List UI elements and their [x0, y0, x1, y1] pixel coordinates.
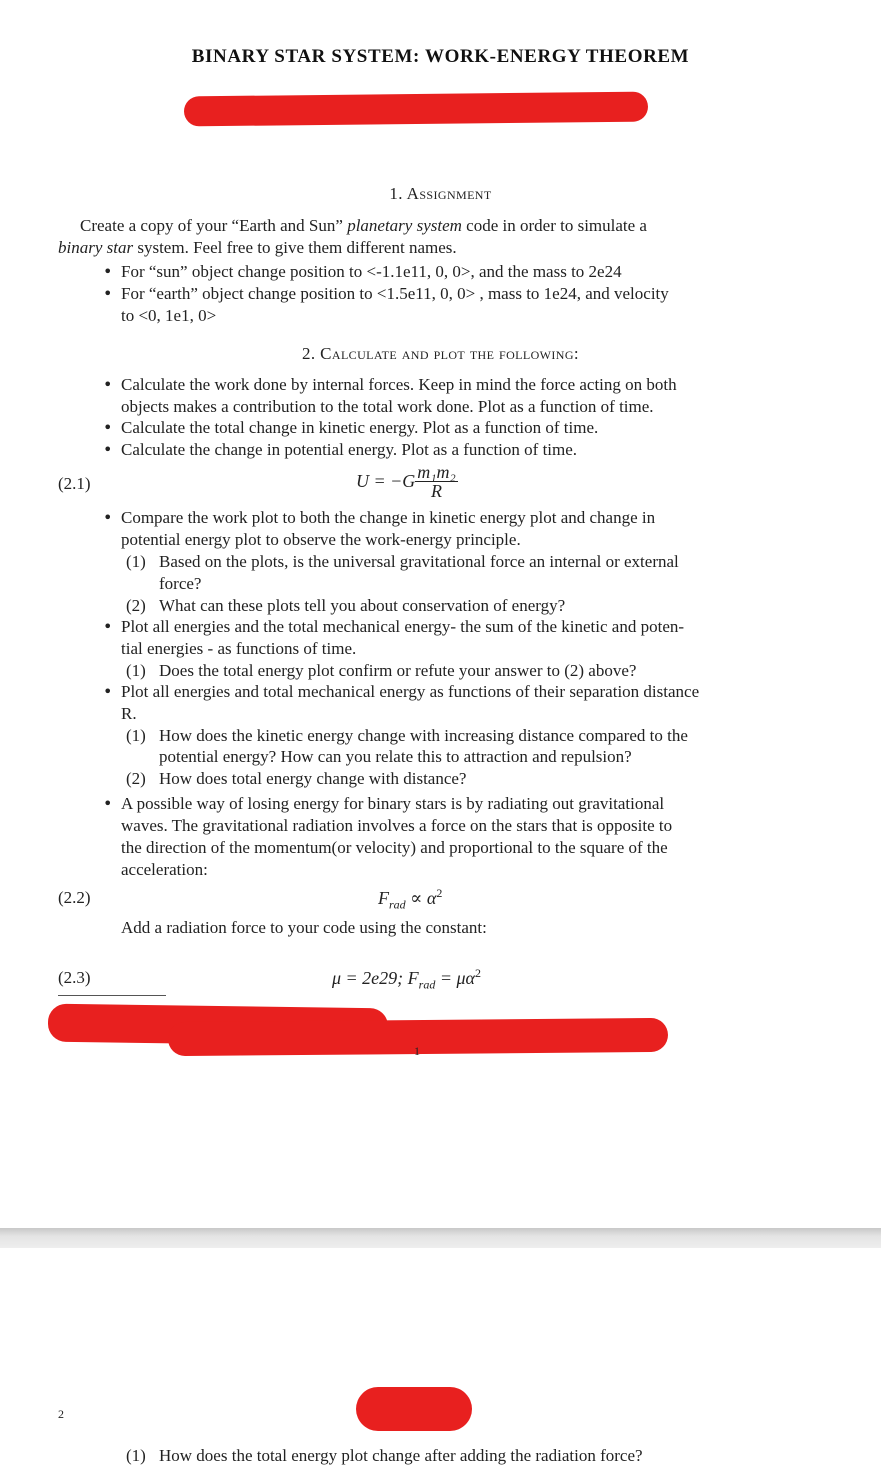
- calc-item: Calculate the total change in kinetic energy. Plot as a function of time.: [121, 418, 599, 437]
- section-heading-calculate: 2. Calculate and plot the following:: [301, 344, 580, 363]
- sub-question-number: (1): [126, 661, 146, 680]
- sub-question-number: (2): [126, 769, 146, 788]
- page-break: [0, 1228, 881, 1248]
- equation-subscript: rad: [389, 897, 406, 912]
- bullet: •: [103, 794, 113, 813]
- sub-question: What can these plots tell you about conservation of energy?: [159, 596, 566, 615]
- bullet: •: [103, 617, 113, 636]
- sub-question: Does the total energy plot confirm or refute your answer to (2) above?: [159, 661, 637, 680]
- equation-radiation-constant: [332, 966, 481, 993]
- plot-separation-item: Plot all energies and total mechanical energy as functions of their separation distance: [121, 682, 700, 701]
- equation-fraction: [415, 463, 458, 500]
- calc-item: Calculate the work done by internal forces. Keep in mind the force acting on both: [121, 375, 677, 394]
- intro-emphasis: binary star: [58, 237, 134, 257]
- equation-lhs: U = −G: [356, 471, 416, 491]
- sub-question-number: (1): [126, 1446, 146, 1465]
- equation-subscript: rad: [418, 977, 436, 992]
- radiation-item-continued: the direction of the momentum(or velocity) and proportional to the square of the: [121, 838, 668, 857]
- plot-separation-item-continued: R.: [121, 704, 137, 723]
- bullet: •: [103, 262, 113, 281]
- final-question: How does the total energy plot change after adding the radiation force?: [159, 1446, 643, 1465]
- setup-item: For “sun” object change position to <-1.1e11, 0, 0>, and the mass to 2e24: [121, 262, 622, 281]
- compare-item-continued: potential energy plot to observe the work-energy principle.: [121, 530, 521, 549]
- calc-item: Calculate the change in potential energy. Plot as a function of time.: [121, 440, 578, 459]
- bullet: •: [103, 440, 113, 459]
- plot-all-item: Plot all energies and the total mechanical energy- the sum of the kinetic and poten-: [121, 617, 685, 636]
- calc-item-continued: objects makes a contribution to the total work done. Plot as a function of time.: [121, 397, 654, 416]
- radiation-item-continued: acceleration:: [121, 860, 208, 879]
- fraction-denominator: R: [431, 481, 443, 501]
- bullet: •: [103, 682, 113, 701]
- equation-symbol: F: [378, 888, 389, 908]
- equation-number: (2.2): [58, 888, 91, 907]
- footnote-rule: [58, 995, 166, 996]
- intro-text: system. Feel free to give them different names.: [133, 237, 457, 257]
- setup-item: For “earth” object change position to <1.5e11, 0, 0> , mass to 1e24, and velocity: [121, 284, 669, 303]
- radiation-item-continued: waves. The gravitational radiation involves a force on the stars that is opposite to: [121, 816, 673, 835]
- page-number: 1: [414, 1044, 420, 1058]
- document-title: BINARY STAR SYSTEM: WORK-ENERGY THEOREM: [191, 46, 690, 67]
- sub-question-number: (1): [126, 726, 146, 745]
- radiation-item: A possible way of losing energy for binary stars is by radiating out gravitational: [121, 794, 665, 813]
- bullet: •: [103, 508, 113, 527]
- redaction-mark: [356, 1387, 472, 1431]
- bullet: •: [103, 418, 113, 437]
- equation-potential-energy: [356, 463, 458, 500]
- plot-all-item-continued: tial energies - as functions of time.: [121, 639, 357, 658]
- section-heading-assignment: 1. Assignment: [389, 184, 492, 203]
- equation-superscript: 2: [474, 966, 481, 980]
- add-force-text: Add a radiation force to your code using the constant:: [121, 918, 487, 937]
- intro-text: code in order to simulate a: [461, 216, 647, 235]
- equation-number: (2.1): [58, 474, 91, 493]
- sub-question: Based on the plots, is the universal gravitational force an internal or external: [159, 552, 679, 571]
- bullet: •: [103, 375, 113, 394]
- equation-radiation-proportional: [378, 886, 442, 913]
- page-number: 2: [58, 1407, 64, 1421]
- sub-question-continued: potential energy? How can you relate this to attraction and repulsion?: [159, 747, 632, 766]
- redaction-mark: [184, 92, 648, 127]
- sub-question: How does total energy change with distance?: [159, 769, 467, 788]
- intro-emphasis: planetary system: [347, 216, 462, 235]
- fraction-numerator: m₁m₂: [417, 462, 456, 482]
- sub-question-continued: force?: [159, 574, 202, 593]
- sub-question-number: (2): [126, 596, 146, 615]
- equation-symbol: ∝ α: [405, 888, 437, 908]
- sub-question: How does the kinetic energy change with increasing distance compared to the: [159, 726, 688, 745]
- sub-question-number: (1): [126, 552, 146, 571]
- bullet: •: [103, 284, 113, 303]
- equation-symbol: = μα: [435, 968, 475, 988]
- intro-paragraph: [58, 215, 778, 259]
- equation-symbol: μ = 2e29; F: [332, 968, 419, 988]
- equation-superscript: 2: [436, 886, 443, 900]
- setup-item-continued: to <0, 1e1, 0>: [121, 306, 217, 325]
- intro-text: Create a copy of your “Earth and Sun”: [80, 216, 348, 235]
- equation-number: (2.3): [58, 968, 91, 987]
- compare-item: Compare the work plot to both the change in kinetic energy plot and change in: [121, 508, 656, 527]
